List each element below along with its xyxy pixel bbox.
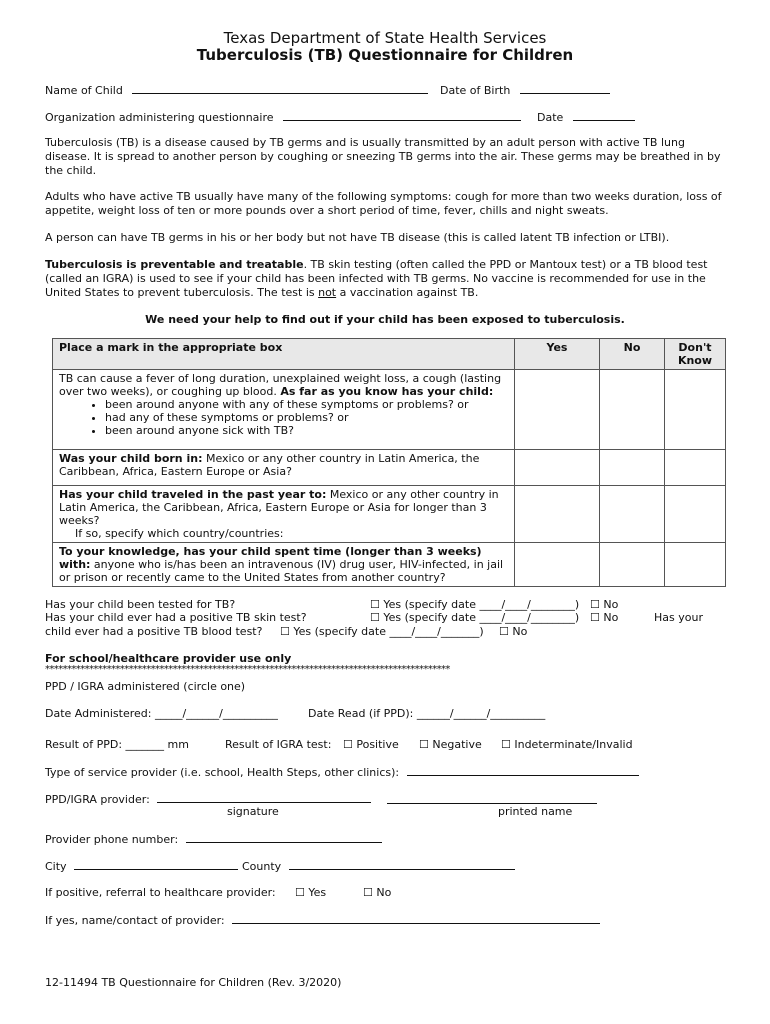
contact-field[interactable] — [232, 913, 600, 924]
tested-q1-yes-checkbox[interactable]: ☐ Yes (specify date ____/____/________) — [370, 598, 580, 611]
dob-label: Date of Birth — [440, 84, 511, 97]
contact-row — [45, 913, 600, 927]
tested-question-3: child ever had a positive TB blood test? — [45, 625, 263, 638]
p4-text-a: . TB skin testing (often called the PPD or Mantoux test) or a TB blood test (called an IGRA) is used to see if your child has been infected with TB germs. No vaccine is recommended for use in the United States to prevent tuberculosis. The test is — [45, 258, 708, 299]
service-type-field[interactable] — [407, 765, 639, 776]
table-row — [53, 486, 726, 543]
printed-name-caption: printed name — [498, 805, 573, 818]
tested-q3-no-checkbox[interactable]: ☐ No — [499, 625, 528, 638]
q4-yes-cell[interactable] — [515, 543, 600, 587]
preventable-bold: Tuberculosis is preventable and treatable — [45, 258, 304, 271]
table-row — [53, 370, 726, 450]
date-label: Date — [537, 111, 564, 124]
q4-bold: To your knowledge, has your child spent time (longer than 3 weeks) with: — [59, 545, 482, 571]
county-row — [242, 859, 515, 873]
signature-field[interactable] — [157, 792, 371, 803]
col-no-header: No — [600, 339, 665, 370]
q4-no-cell[interactable] — [600, 543, 665, 587]
q1-dont-know-cell[interactable] — [665, 370, 726, 450]
list-item: • been around anyone sick with TB? — [105, 424, 508, 437]
col-dont-know-header: Don't Know — [665, 339, 726, 370]
q3-text: Mexico or any other country in Latin America, the Caribbean, Africa, Eastern Europe or Asia for longer than 3 weeks? — [59, 488, 499, 527]
contact-label: If yes, name/contact of provider: — [45, 914, 225, 927]
tested-q1-no-checkbox[interactable]: ☐ No — [590, 598, 619, 611]
ppd-provider-row — [45, 792, 371, 806]
tested-question-3-start: Has your — [654, 611, 703, 624]
question-spent-time — [53, 543, 515, 587]
intro-paragraph-4 — [45, 258, 725, 300]
result-ppd-field[interactable]: Result of PPD: _______ mm — [45, 738, 189, 751]
service-type-label: Type of service provider (i.e. school, Health Steps, other clinics): — [45, 766, 400, 779]
q3-dont-know-cell[interactable] — [665, 486, 726, 543]
city-row — [45, 859, 238, 873]
name-of-child-row — [45, 83, 428, 97]
referral-no-checkbox[interactable]: ☐ No — [363, 886, 392, 899]
signature-caption: signature — [227, 805, 279, 818]
q2-dont-know-cell[interactable] — [665, 450, 726, 486]
igra-indeterminate-checkbox[interactable]: ☐ Indeterminate/Invalid — [501, 738, 633, 751]
tested-question-2: Has your child ever had a positive TB skin test? — [45, 611, 307, 624]
date-row — [537, 110, 635, 124]
question-born-in — [53, 450, 515, 486]
q2-bold: Was your child born in: — [59, 452, 203, 465]
q4-text: anyone who is/has been an intravenous (IV) drug user, HIV-infected, in jail or prison or recently came to the United States from another country? — [59, 558, 504, 584]
intro-paragraph-3: A person can have TB germs in his or her body but not have TB disease (this is called latent TB infection or LTBI). — [45, 231, 670, 244]
agency-title: Texas Department of State Health Services — [223, 29, 547, 47]
form-title: Tuberculosis (TB) Questionnaire for Children — [196, 46, 574, 64]
q1-text: TB can cause a fever of long duration, unexplained weight loss, a cough (lasting over two weeks), or coughing up blood. — [59, 372, 502, 398]
table-row — [53, 450, 726, 486]
q2-yes-cell[interactable] — [515, 450, 600, 486]
dob-field[interactable] — [520, 83, 610, 94]
organization-label: Organization administering questionnaire — [45, 111, 274, 124]
name-of-child-field[interactable] — [132, 83, 428, 94]
q2-text: Mexico or any other country in Latin America, the Caribbean, Africa, Eastern Europe or Asia? — [59, 452, 480, 478]
printed-name-field[interactable] — [387, 793, 597, 804]
list-item: • had any of these symptoms or problems? or — [105, 411, 508, 424]
col-yes-header: Yes — [515, 339, 600, 370]
provider-heading: For school/healthcare provider use only — [45, 652, 292, 665]
igra-negative-checkbox[interactable]: ☐ Negative — [419, 738, 482, 751]
county-field[interactable] — [289, 859, 515, 870]
p4-text-b: a vaccination against TB. — [336, 286, 479, 299]
q3-no-cell[interactable] — [600, 486, 665, 543]
q1-no-cell[interactable] — [600, 370, 665, 450]
city-label: City — [45, 860, 67, 873]
q2-no-cell[interactable] — [600, 450, 665, 486]
questionnaire-table — [52, 338, 726, 587]
table-row — [53, 543, 726, 587]
organization-field[interactable] — [283, 110, 521, 121]
organization-row — [45, 110, 521, 124]
dob-row — [440, 83, 610, 97]
intro-paragraph-2: Adults who have active TB usually have many of the following symptoms: cough for more than two weeks duration, loss of appetite, weight loss of ten or more pounds over a short period of time, fever, chills and night sweats. — [45, 190, 722, 217]
help-heading: We need your help to find out if your child has been exposed to tuberculosis. — [145, 313, 625, 326]
phone-row — [45, 832, 382, 846]
list-item: • been around anyone with any of these symptoms or problems? or — [105, 398, 508, 411]
result-igra-label: Result of IGRA test: — [225, 738, 332, 751]
phone-label: Provider phone number: — [45, 833, 179, 846]
table-header-row — [53, 339, 726, 370]
referral-label: If positive, referral to healthcare provider: — [45, 886, 276, 899]
county-label: County — [242, 860, 282, 873]
q3-yes-cell[interactable] — [515, 486, 600, 543]
q4-dont-know-cell[interactable] — [665, 543, 726, 587]
date-field[interactable] — [573, 110, 635, 121]
q1-yes-cell[interactable] — [515, 370, 600, 450]
question-symptoms — [53, 370, 515, 450]
tested-q2-yes-checkbox[interactable]: ☐ Yes (specify date ____/____/________) — [370, 611, 580, 624]
date-administered-field[interactable]: Date Administered: _____/______/__________ — [45, 707, 278, 720]
q1-bold: As far as you know has your child: — [280, 385, 494, 398]
name-of-child-label: Name of Child — [45, 84, 123, 97]
not-underlined: not — [318, 286, 337, 299]
table-header-instruction: Place a mark in the appropriate box — [53, 339, 515, 370]
question-traveled — [53, 486, 515, 543]
ppd-provider-label: PPD/IGRA provider: — [45, 793, 150, 806]
date-read-field[interactable]: Date Read (if PPD): ______/______/__________ — [308, 707, 546, 720]
referral-yes-checkbox[interactable]: ☐ Yes — [295, 886, 327, 899]
city-field[interactable] — [74, 859, 238, 870]
phone-field[interactable] — [186, 832, 382, 843]
tested-question-1: Has your child been tested for TB? — [45, 598, 236, 611]
q3-specify: If so, specify which country/countries: — [75, 527, 284, 540]
tested-q2-no-checkbox[interactable]: ☐ No — [590, 611, 619, 624]
q1-bullets — [59, 398, 508, 437]
service-type-row — [45, 765, 639, 779]
intro-paragraph-1: Tuberculosis (TB) is a disease caused by TB germs and is usually transmitted by an adult person with active TB lung disease. It is spread to another person by coughing or sneezing TB germs into the air. These germs may be breathed in by the child. — [45, 136, 721, 177]
form-footer: 12-11494 TB Questionnaire for Children (Rev. 3/2020) — [45, 976, 342, 989]
tested-q3-yes-checkbox[interactable]: ☐ Yes (specify date ____/____/_______) — [280, 625, 484, 638]
igra-positive-checkbox[interactable]: ☐ Positive — [343, 738, 399, 751]
stars-divider: ******************************************************************************************** — [45, 664, 450, 675]
ppd-igra-administered: PPD / IGRA administered (circle one) — [45, 680, 246, 693]
q3-bold: Has your child traveled in the past year to: — [59, 488, 327, 501]
